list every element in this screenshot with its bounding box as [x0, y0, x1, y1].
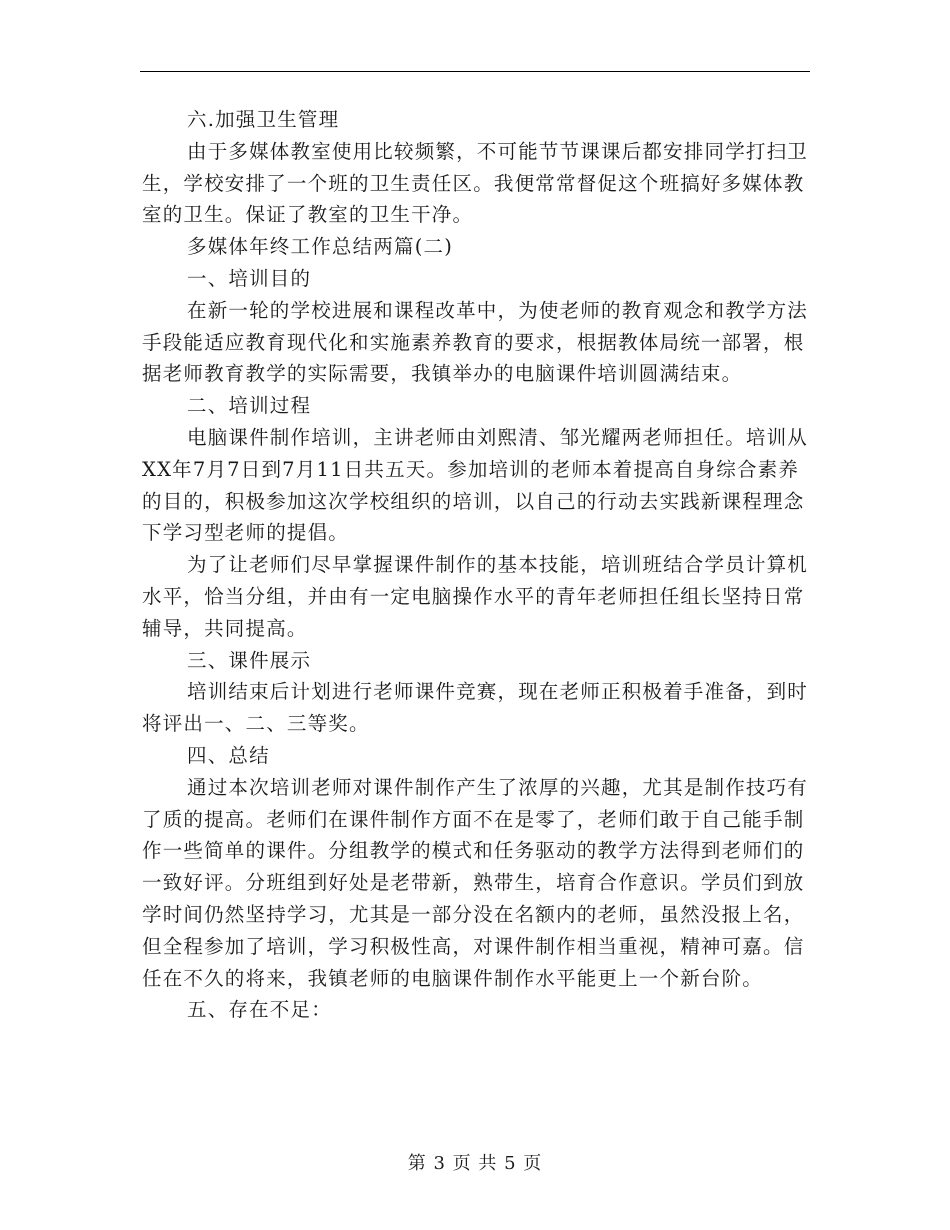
page-number-prefix: 第	[407, 1153, 427, 1174]
paragraph-training-process: 电脑课件制作培训，主讲老师由刘熙清、邹光耀两老师担任。培训从XX年7月7日到7月11日共五天。参加培训的老师本着提高自身综合素养的目的，积极参加这次学校组织的培训，以自己的行动去实践新课程理念下学习型老师的提倡。	[142, 425, 809, 545]
section-heading-training-goal: 一、培训目的	[187, 266, 312, 290]
header-rule	[140, 71, 810, 72]
page-number-middle: 页 共	[452, 1153, 498, 1174]
total-pages: 5	[504, 1153, 517, 1174]
paragraph-summary: 通过本次培训老师对课件制作产生了浓厚的兴趣，尤其是制作技巧有了质的提高。老师们在课件制作方面不在是零了，老师们敢于自己能手制作一些简单的课件。分组教学的模式和任务驱动的教学方法得到老师们的一致好评。分班组到好处是老带新，熟带生，培育合作意识。学员们到放学时间仍然坚持学习，尤其是一部分没在名额内的老师，虽然没报上名，但全程参加了培训，学习积极性高，对课件制作相当重视，精神可嘉。信任在不久的将来，我镇老师的电脑课件制作水平能更上一个新台阶。	[142, 775, 809, 990]
page-number	[0, 1152, 950, 1176]
paragraph-training-goal: 在新一轮的学校进展和课程改革中，为使老师的教育观念和教学方法手段能适应教育现代化和实施素养教育的要求，根据教体局统一部署，根据老师教育教学的实际需要，我镇举办的电脑课件培训圆满结束。	[142, 298, 809, 386]
current-page: 3	[433, 1153, 446, 1174]
page-number-suffix: 页	[523, 1153, 543, 1174]
section-heading-summary: 四、总结	[187, 743, 270, 767]
section-heading-hygiene: 六.加强卫生管理	[187, 108, 340, 131]
section-heading-training-process: 二、培训过程	[187, 394, 312, 418]
paragraph-showcase: 培训结束后计划进行老师课件竞赛，现在老师正积极着手准备，到时将评出一、二、三等奖。	[142, 680, 809, 736]
section-heading-shortcomings: 五、存在不足：	[187, 998, 332, 1022]
document-body	[142, 104, 810, 1026]
section-heading-showcase: 三、课件展示	[187, 648, 312, 672]
article-title: 多媒体年终工作总结两篇(二)	[187, 235, 454, 259]
paragraph-grouping: 为了让老师们尽早掌握课件制作的基本技能，培训班结合学员计算机水平，恰当分组，并由有一定电脑操作水平的青年老师担任组长坚持日常辅导，共同提高。	[142, 553, 809, 640]
paragraph-hygiene: 由于多媒体教室使用比较频繁，不可能节节课课后都安排同学打扫卫生，学校安排了一个班的卫生责任区。我便常常督促这个班搞好多媒体教室的卫生。保证了教室的卫生干净。	[142, 139, 809, 227]
